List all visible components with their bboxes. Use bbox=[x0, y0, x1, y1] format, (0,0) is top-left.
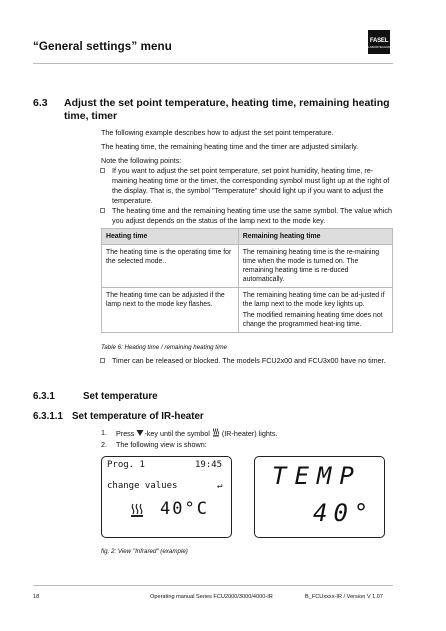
table-cell: The heating time is the operating time for the selected mode.. bbox=[102, 245, 239, 288]
footer-manual-title: Operating manual Series FCU2000/3000/4000-IR bbox=[150, 594, 273, 600]
intro-paragraph-1: The following example describes how to adjust the set point temperature. bbox=[101, 128, 334, 137]
logo-subtext: LABORTECHNIK bbox=[368, 45, 392, 49]
logo-text: FASEL bbox=[369, 38, 389, 44]
subsubsection-number: 6.3.1.1 bbox=[33, 411, 63, 422]
step-number: 1. bbox=[101, 428, 107, 437]
bullet-item-2 bbox=[112, 206, 393, 226]
figure-caption: fig. 2: View "Infrared" (example) bbox=[101, 548, 188, 555]
bullet-text: The heating time and the remaining heating time use the same symbol. The value which you adjust depends on the status of the lamp next to the mode key. bbox=[112, 206, 392, 225]
subsection-number: 6.3.1 bbox=[33, 391, 55, 402]
bullet-text: Timer can be released or blocked. The models FCU2x00 and FCU3x00 have no timer. bbox=[112, 356, 386, 365]
table-cell: The remaining heating time is the re-maining time when the mode is turned on. The remaining heating time is re-duced automatically. bbox=[238, 245, 392, 288]
table-header-cell: Remaining heating time bbox=[238, 229, 392, 245]
fasel-logo bbox=[368, 30, 390, 54]
table-header-cell: Heating time bbox=[102, 229, 239, 245]
intro-paragraph-2: The heating time, the remaining heating time and the timer are adjusted similarly. bbox=[101, 142, 359, 151]
bullet-square-icon bbox=[100, 358, 105, 363]
ir-heater-icon bbox=[212, 428, 220, 437]
step-text: Press bbox=[116, 429, 135, 438]
table-row bbox=[102, 245, 393, 288]
subsection-title: Set temperature bbox=[83, 391, 158, 402]
table-header-row bbox=[102, 229, 393, 245]
step-text: (IR-heater) lights. bbox=[221, 429, 278, 438]
lcd-clock: 19:45 bbox=[195, 460, 223, 470]
table-row bbox=[102, 288, 393, 333]
heating-time-table bbox=[101, 228, 393, 333]
enter-arrow-icon: ↵ bbox=[217, 481, 223, 491]
lcd-temp-value: 40° bbox=[313, 499, 375, 527]
step-number: 2. bbox=[101, 440, 107, 449]
table-cell: The heating time can be adjusted if the lamp next to the mode key flashes. bbox=[102, 288, 239, 333]
bullet-item-1 bbox=[112, 166, 393, 206]
lcd-change-values: change values bbox=[107, 481, 178, 491]
table-cell-text: The modified remaining heating time does not change the programmed heat-ing time. bbox=[242, 312, 383, 328]
footer-version: B_FCUxxxx-IR / Version V 1.07 bbox=[305, 594, 384, 600]
page-header-title: “General settings” menu bbox=[33, 40, 172, 53]
bullet-square-icon bbox=[100, 168, 105, 173]
lcd-program: Prog. 1 bbox=[107, 460, 145, 470]
footer-divider bbox=[33, 585, 393, 586]
footer-page-number: 18 bbox=[33, 594, 40, 600]
lcd-temp-label: TEMP bbox=[272, 462, 362, 490]
table-cell-text: The remaining heating time can be ad-justed if the lamp next to the mode key lights up. bbox=[242, 292, 385, 308]
step-text-2: The following view is shown: bbox=[116, 440, 207, 449]
bullet-item-3 bbox=[112, 356, 393, 366]
step-text-1 bbox=[116, 428, 396, 439]
ir-heater-icon bbox=[130, 503, 144, 518]
header-divider bbox=[33, 63, 393, 64]
lcd-display-text bbox=[101, 456, 232, 538]
section-title: Adjust the set point temperature, heating time, remaining heating time, timer bbox=[64, 97, 390, 122]
lcd-display-segment bbox=[254, 456, 385, 538]
bullet-text: If you want to adjust the set point temperature, set point humidity, heating time, re-maining heating time or the timer, the corresponding symbol must light up at the right of the display. That is, the symbol "Temperature" should light up if you want to adjust the temperature. bbox=[112, 166, 390, 205]
table-caption: Table 6: Heating time / remaining heating time bbox=[101, 344, 227, 351]
section-number: 6.3 bbox=[33, 97, 48, 109]
bullet-square-icon bbox=[100, 208, 105, 213]
lcd-temperature: 40°C bbox=[160, 499, 209, 519]
subsubsection-title: Set temperature of IR-heater bbox=[72, 411, 204, 422]
step-text: -key until the symbol bbox=[144, 429, 210, 438]
table-cell bbox=[238, 288, 392, 333]
intro-paragraph-3: Note the following points: bbox=[101, 156, 182, 165]
